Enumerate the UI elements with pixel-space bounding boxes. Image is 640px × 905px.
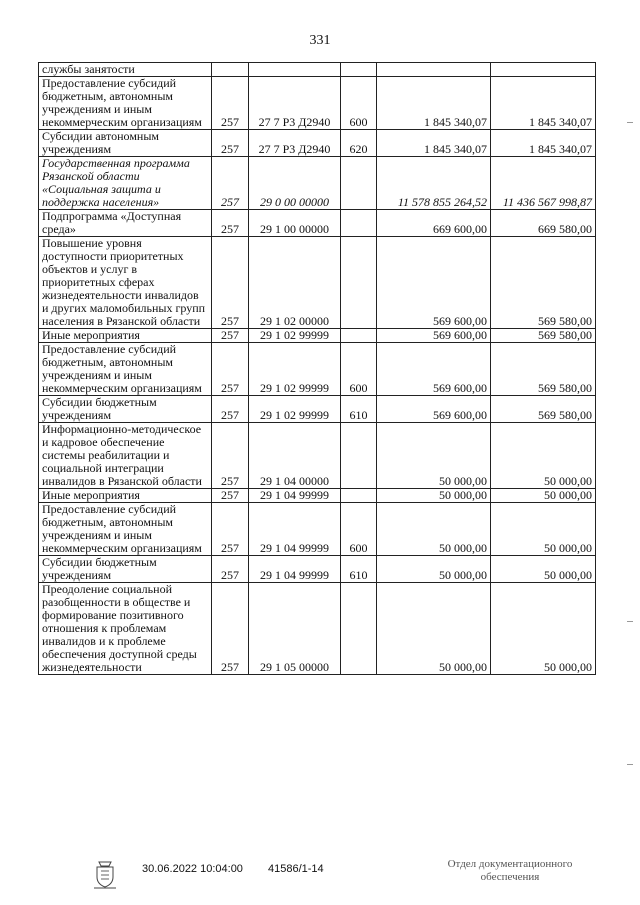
row-code-cell: 257	[212, 583, 249, 675]
row-name-cell: Подпрограмма «Доступная среда»	[39, 210, 212, 237]
row-name-cell: Предоставление субсидий бюджетным, автономным учреждениям и иным некоммерческим организациям	[39, 503, 212, 556]
row-amount-2022-cell: 569 600,00	[377, 329, 491, 343]
document-footer	[0, 858, 640, 898]
row-amount-2022-cell: 11 578 855 264,52	[377, 157, 491, 210]
row-name-cell: Преодоление социальной разобщенности в обществе и формирование позитивного отношения к проблемам инвалидов и к проблеме обеспечения доступной среды жизнедеятельности	[39, 583, 212, 675]
edge-mark	[627, 621, 633, 622]
table-row	[39, 157, 596, 210]
row-code-cell	[212, 63, 249, 77]
table-row	[39, 77, 596, 130]
row-expense-type-cell: 620	[341, 130, 377, 157]
row-target-code-cell: 29 1 02 99999	[249, 329, 341, 343]
row-target-code-cell: 29 1 02 00000	[249, 237, 341, 329]
row-code-cell: 257	[212, 157, 249, 210]
row-expense-type-cell: 610	[341, 396, 377, 423]
row-amount-2023-cell: 569 580,00	[491, 343, 596, 396]
row-expense-type-cell: 600	[341, 503, 377, 556]
row-amount-2023-cell: 669 580,00	[491, 210, 596, 237]
row-amount-2022-cell: 50 000,00	[377, 423, 491, 489]
row-name-cell: Субсидии автономным учреждениям	[39, 130, 212, 157]
row-target-code-cell: 29 0 00 00000	[249, 157, 341, 210]
budget-table	[38, 62, 596, 675]
row-amount-2023-cell: 50 000,00	[491, 556, 596, 583]
stamp-document-number: 41586/1-14	[268, 863, 324, 875]
row-name-cell: Информационно-методическое и кадровое обеспечение системы реабилитации и социальной интеграции инвалидов в Рязанской области	[39, 423, 212, 489]
coat-of-arms-icon	[92, 858, 118, 890]
row-expense-type-cell	[341, 210, 377, 237]
row-amount-2023-cell: 569 580,00	[491, 396, 596, 423]
row-target-code-cell: 29 1 02 99999	[249, 396, 341, 423]
table-row	[39, 503, 596, 556]
row-amount-2023-cell: 11 436 567 998,87	[491, 157, 596, 210]
row-amount-2023-cell: 569 580,00	[491, 237, 596, 329]
row-name-cell: Предоставление субсидий бюджетным, автономным учреждениям и иным некоммерческим организациям	[39, 343, 212, 396]
row-amount-2022-cell: 669 600,00	[377, 210, 491, 237]
page-number: 331	[309, 33, 331, 48]
table-row	[39, 329, 596, 343]
row-amount-2022-cell: 50 000,00	[377, 503, 491, 556]
row-amount-2023-cell: 1 845 340,07	[491, 130, 596, 157]
row-code-cell: 257	[212, 343, 249, 396]
row-amount-2023-cell: 50 000,00	[491, 503, 596, 556]
row-name-cell: Субсидии бюджетным учреждениям	[39, 556, 212, 583]
row-target-code-cell: 29 1 04 99999	[249, 489, 341, 503]
row-amount-2023-cell: 50 000,00	[491, 489, 596, 503]
row-name-cell: Государственная программа Рязанской области «Социальная защита и поддержка населения»	[39, 157, 212, 210]
table-row	[39, 396, 596, 423]
row-target-code-cell: 29 1 04 00000	[249, 423, 341, 489]
budget-table-body	[39, 63, 596, 675]
row-code-cell: 257	[212, 210, 249, 237]
table-row	[39, 63, 596, 77]
stamp-date: 30.06.2022 10:04:00	[142, 863, 243, 875]
row-code-cell: 257	[212, 489, 249, 503]
row-amount-2022-cell: 50 000,00	[377, 583, 491, 675]
row-name-cell: Повышение уровня доступности приоритетных объектов и услуг в приоритетных сферах жизнедеятельности инвалидов и других маломобильных групп населения в Рязанской области	[39, 237, 212, 329]
row-target-code-cell: 29 1 00 00000	[249, 210, 341, 237]
row-expense-type-cell	[341, 583, 377, 675]
row-expense-type-cell	[341, 423, 377, 489]
row-code-cell: 257	[212, 503, 249, 556]
row-amount-2023-cell: 50 000,00	[491, 423, 596, 489]
row-target-code-cell: 29 1 04 99999	[249, 556, 341, 583]
row-code-cell: 257	[212, 423, 249, 489]
row-amount-2022-cell: 1 845 340,07	[377, 77, 491, 130]
edge-mark	[627, 122, 633, 123]
row-target-code-cell: 27 7 Р3 Д2940	[249, 130, 341, 157]
row-amount-2022-cell: 569 600,00	[377, 396, 491, 423]
row-amount-2022-cell: 50 000,00	[377, 489, 491, 503]
row-amount-2023-cell: 1 845 340,07	[491, 77, 596, 130]
table-row	[39, 489, 596, 503]
row-expense-type-cell: 600	[341, 77, 377, 130]
row-name-cell: Иные мероприятия	[39, 329, 212, 343]
row-amount-2023-cell	[491, 63, 596, 77]
table-row	[39, 556, 596, 583]
row-amount-2023-cell: 569 580,00	[491, 329, 596, 343]
row-expense-type-cell	[341, 329, 377, 343]
row-expense-type-cell	[341, 157, 377, 210]
row-amount-2023-cell: 50 000,00	[491, 583, 596, 675]
table-row	[39, 237, 596, 329]
row-target-code-cell: 29 1 02 99999	[249, 343, 341, 396]
row-code-cell: 257	[212, 556, 249, 583]
row-code-cell: 257	[212, 237, 249, 329]
row-amount-2022-cell: 569 600,00	[377, 237, 491, 329]
row-expense-type-cell	[341, 63, 377, 77]
row-name-cell: Иные мероприятия	[39, 489, 212, 503]
row-target-code-cell: 27 7 Р3 Д2940	[249, 77, 341, 130]
edge-mark	[627, 764, 633, 765]
row-code-cell: 257	[212, 77, 249, 130]
row-code-cell: 257	[212, 329, 249, 343]
row-target-code-cell: 29 1 05 00000	[249, 583, 341, 675]
stamp-department: Отдел документационного обеспечения	[447, 858, 573, 883]
row-expense-type-cell	[341, 489, 377, 503]
row-code-cell: 257	[212, 396, 249, 423]
row-amount-2022-cell	[377, 63, 491, 77]
table-row	[39, 130, 596, 157]
row-amount-2022-cell: 1 845 340,07	[377, 130, 491, 157]
row-name-cell: Субсидии бюджетным учреждениям	[39, 396, 212, 423]
row-name-cell: Предоставление субсидий бюджетным, автономным учреждениям и иным некоммерческим организациям	[39, 77, 212, 130]
row-expense-type-cell: 610	[341, 556, 377, 583]
table-row	[39, 343, 596, 396]
row-code-cell: 257	[212, 130, 249, 157]
table-row	[39, 583, 596, 675]
row-amount-2022-cell: 569 600,00	[377, 343, 491, 396]
row-amount-2022-cell: 50 000,00	[377, 556, 491, 583]
row-target-code-cell	[249, 63, 341, 77]
table-row	[39, 210, 596, 237]
row-target-code-cell: 29 1 04 99999	[249, 503, 341, 556]
row-name-cell: службы занятости	[39, 63, 212, 77]
row-expense-type-cell	[341, 237, 377, 329]
table-row	[39, 423, 596, 489]
row-expense-type-cell: 600	[341, 343, 377, 396]
